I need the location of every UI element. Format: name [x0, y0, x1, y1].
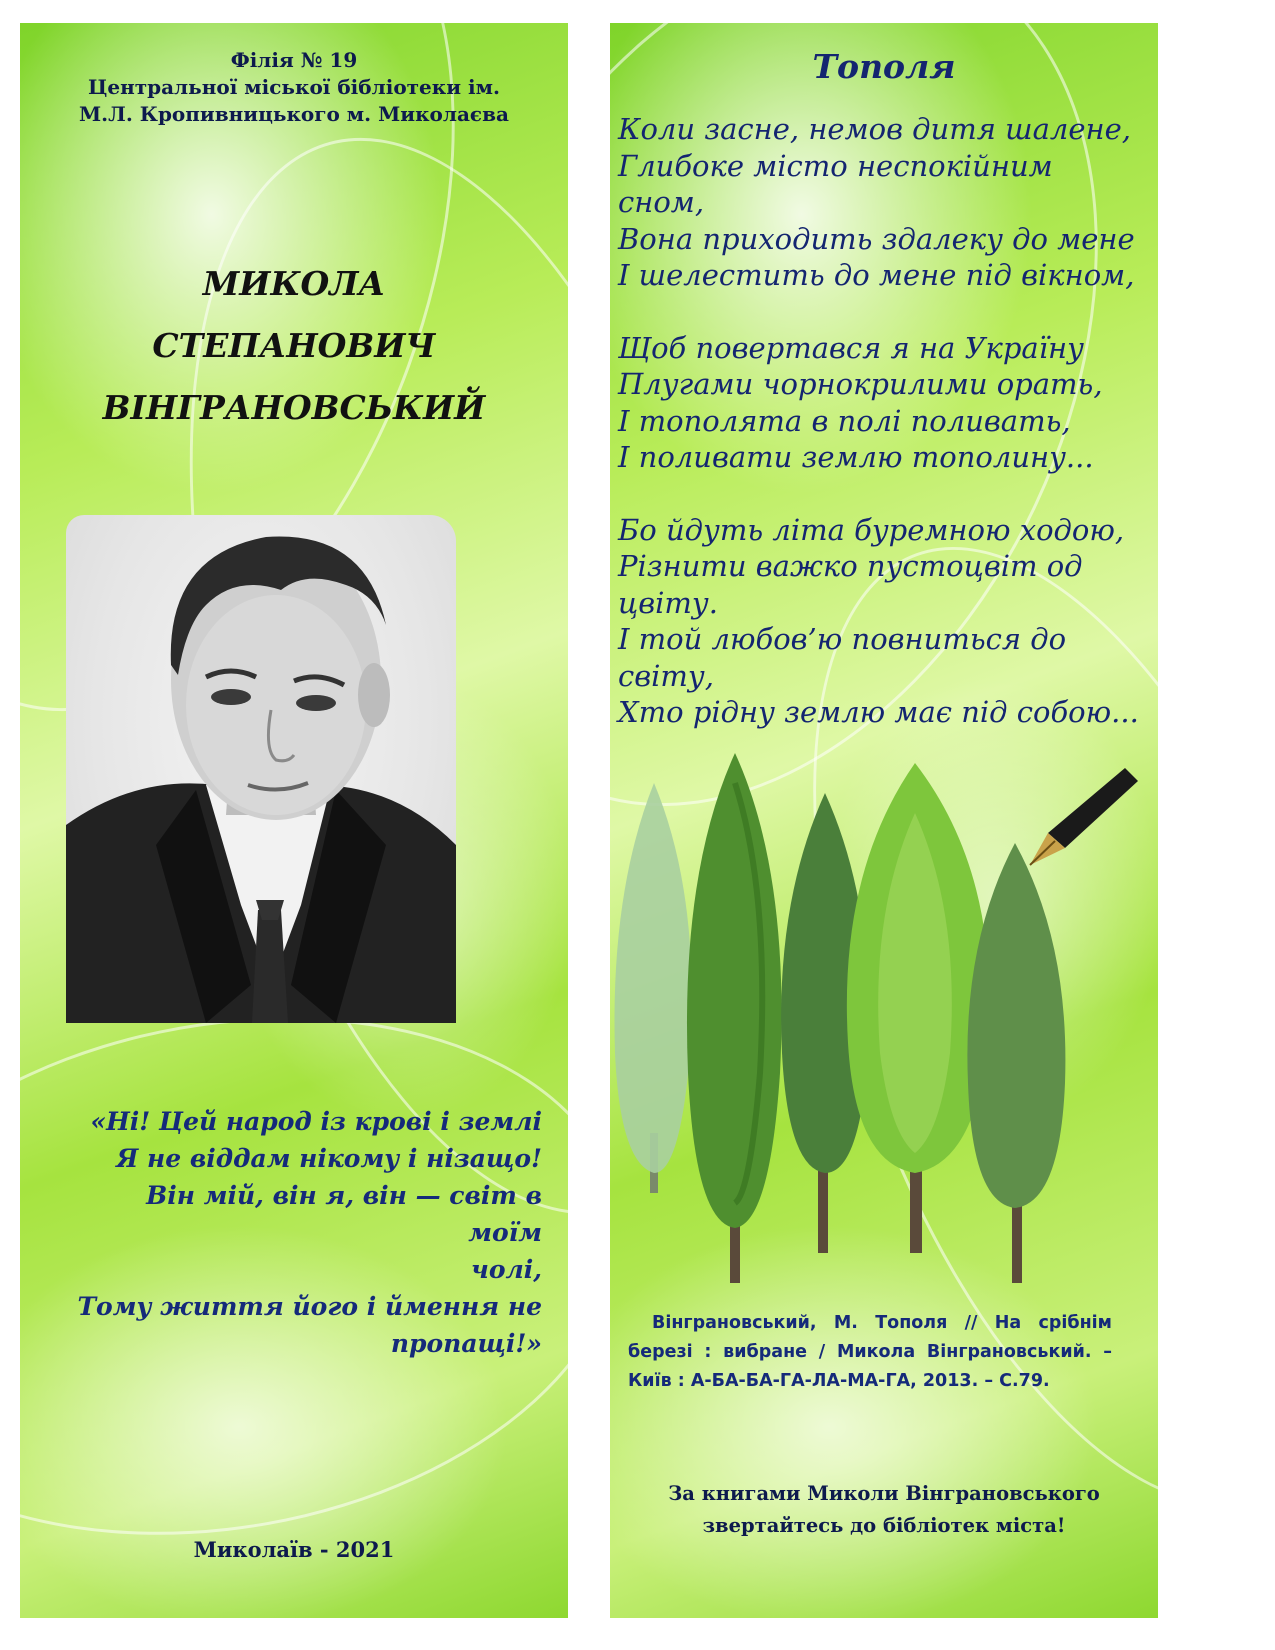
poem-stanza	[618, 111, 1153, 294]
quote-line: Я не віддам нікому і нізащо!	[116, 1144, 542, 1173]
bookmark-right	[610, 23, 1158, 1618]
fountain-pen-icon	[1030, 768, 1138, 865]
quote-line: чолі,	[470, 1255, 542, 1284]
footer-line: звертайтесь до бібліотек міста!	[702, 1514, 1066, 1537]
poem-line: Щоб повертався я на Україну	[618, 330, 1084, 365]
poem-line: світу,	[618, 658, 714, 693]
poem-stanza	[618, 330, 1153, 476]
poem-line: І поливати землю тополину...	[618, 440, 1094, 474]
poem-line: Плугами чорнокрилими орать,	[618, 367, 1103, 401]
poet-surname: ВІНГРАНОВСЬКИЙ	[102, 388, 486, 427]
poem-line: Бо йдуть літа буремною ходою,	[618, 512, 1125, 547]
bookmark-left	[20, 23, 568, 1618]
city-year: Миколаїв - 2021	[193, 1537, 395, 1562]
poem-line: цвіту.	[618, 585, 718, 620]
library-name: Центральної міської бібліотеки ім.	[88, 75, 500, 99]
poem-title: Тополя	[812, 47, 956, 86]
poet-name	[20, 253, 568, 439]
library-invitation	[610, 1478, 1158, 1542]
poem-line: сном,	[618, 185, 705, 219]
poem-text	[618, 111, 1153, 767]
poem-line: Хто рідну землю має під собою...	[618, 695, 1139, 729]
poet-portrait	[66, 515, 456, 1023]
poem-stanza	[618, 512, 1153, 731]
library-city: М.Л. Кропивницького м. Миколаєва	[79, 102, 509, 126]
poem-line: І тополята в полі поливать,	[618, 403, 1071, 438]
library-branch: Філія № 19	[230, 48, 358, 72]
poem-line: І шелестить до мене під вікном,	[618, 258, 1135, 292]
poplar-tree-icon	[614, 783, 691, 1193]
poem-line: Глибоке місто неспокійним	[618, 148, 1053, 183]
poplar-tree-icon	[687, 753, 782, 1283]
bibliographic-citation: Вінграновський, М. Тополя // На срібнім березі : вибране / Микола Вінграновський. – Київ : А-БА-БА-ГА-ЛА-МА-ГА, 2013. – С.79.	[628, 1313, 1112, 1391]
quote-line: Він мій, він я, він — світ в моїм	[146, 1181, 542, 1247]
poet-first-name: МИКОЛА	[202, 264, 386, 303]
poet-patronymic: СТЕПАНОВИЧ	[152, 326, 436, 365]
quote-line: пропащі!»	[390, 1329, 542, 1358]
poet-quote	[72, 1103, 542, 1362]
poplar-tree-icon	[967, 843, 1065, 1283]
library-header	[20, 47, 568, 128]
poem-line: Вона приходить здалеку до мене	[618, 221, 1135, 256]
quote-line: «Ні! Цей народ із крові і землі	[90, 1107, 542, 1136]
footer-line: За книгами Миколи Вінграновського	[668, 1482, 1100, 1505]
poplar-trees-illustration	[610, 753, 1158, 1313]
quote-line: Тому життя його і ймення не	[77, 1292, 542, 1321]
poem-line: Коли засне, немов дитя шалене,	[618, 112, 1132, 146]
poem-line: Різнити важко пустоцвіт од	[618, 549, 1083, 583]
poplar-tree-icon	[847, 763, 990, 1253]
poem-line: І той любов’ю повниться до	[618, 622, 1067, 656]
